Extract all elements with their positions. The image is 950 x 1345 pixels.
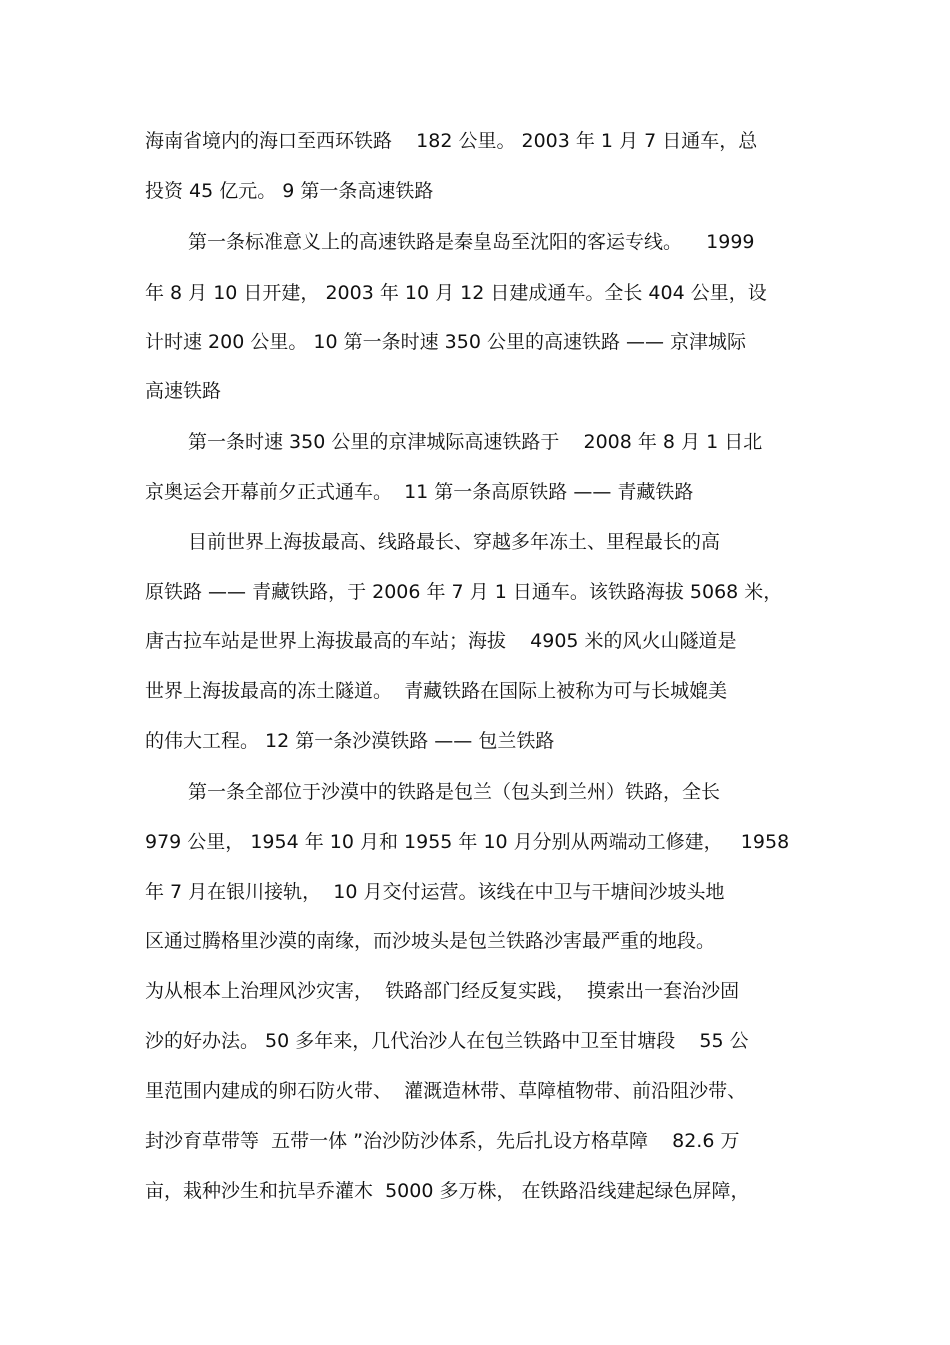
text-line-2: 投资 45 亿元。 9 第一条高速铁路 [145, 180, 434, 202]
text-line-12: 世界上海拔最高的冻土隧道。 青藏铁路在国际上被称为可与长城媲美 [145, 680, 728, 702]
text-line-11: 唐古拉车站是世界上海拔最高的车站；海拔 4905 米的风火山隧道是 [145, 630, 737, 652]
text-line-20: 里范围内建成的卵石防火带、 灌溉造林带、草障植物带、前沿阻沙带、 [145, 1080, 747, 1102]
text-line-1: 海南省境内的海口至西环铁路 182 公里。 2003 年 1 月 7 日通车，总 [145, 130, 758, 152]
text-line-13: 的伟大工程。 12 第一条沙漠铁路 —— 包兰铁路 [145, 730, 555, 752]
text-line-18: 为从根本上治理风沙灾害， 铁路部门经反复实践， 摸索出一套治沙固 [145, 980, 740, 1002]
text-line-22: 亩，栽种沙生和抗旱乔灌木 5000 多万株， 在铁路沿线建起绿色屏障， [145, 1180, 750, 1202]
text-line-19: 沙的好办法。 50 多年来，几代治沙人在包兰铁路中卫至甘塘段 55 公 [145, 1030, 749, 1052]
text-line-17: 区通过腾格里沙漠的南缘，而沙坡头是包兰铁路沙害最严重的地段。 [145, 930, 716, 952]
text-line-15: 979 公里， 1954 年 10 月和 1955 年 10 月分别从两端动工修建， 1958 [145, 831, 790, 853]
text-line-8: 京奥运会开幕前夕正式通车。 11 第一条高原铁路 —— 青藏铁路 [145, 481, 694, 503]
text-line-5: 计时速 200 公里。 10 第一条时速 350 公里的高速铁路 —— 京津城际 [145, 331, 747, 353]
paragraph-first-line: 第一条标准意义上的高速铁路是秦皇岛至沈阳的客运专线。 1999 [188, 231, 755, 253]
text-line-21: 封沙育草带等 五带一体 ”治沙防沙体系，先后扎设方格草障 82.6 万 [145, 1130, 740, 1152]
paragraph-first-line: 目前世界上海拔最高、线路最长、穿越多年冻土、里程最长的高 [188, 531, 721, 553]
paragraph-first-line: 第一条时速 350 公里的京津城际高速铁路于 2008 年 8 月 1 日北 [188, 431, 763, 453]
text-line-6: 高速铁路 [145, 380, 222, 402]
text-line-10: 原铁路 —— 青藏铁路，于 2006 年 7 月 1 日通车。该铁路海拔 5068 米， [145, 581, 783, 603]
text-line-4: 年 8 月 10 日开建， 2003 年 10 月 12 日建成通车。全长 404 公里，设 [145, 282, 767, 304]
paragraph-first-line: 第一条全部位于沙漠中的铁路是包兰（包头到兰州）铁路，全长 [188, 781, 721, 803]
text-line-16: 年 7 月在银川接轨， 10 月交付运营。该线在中卫与干塘间沙坡头地 [145, 881, 725, 903]
